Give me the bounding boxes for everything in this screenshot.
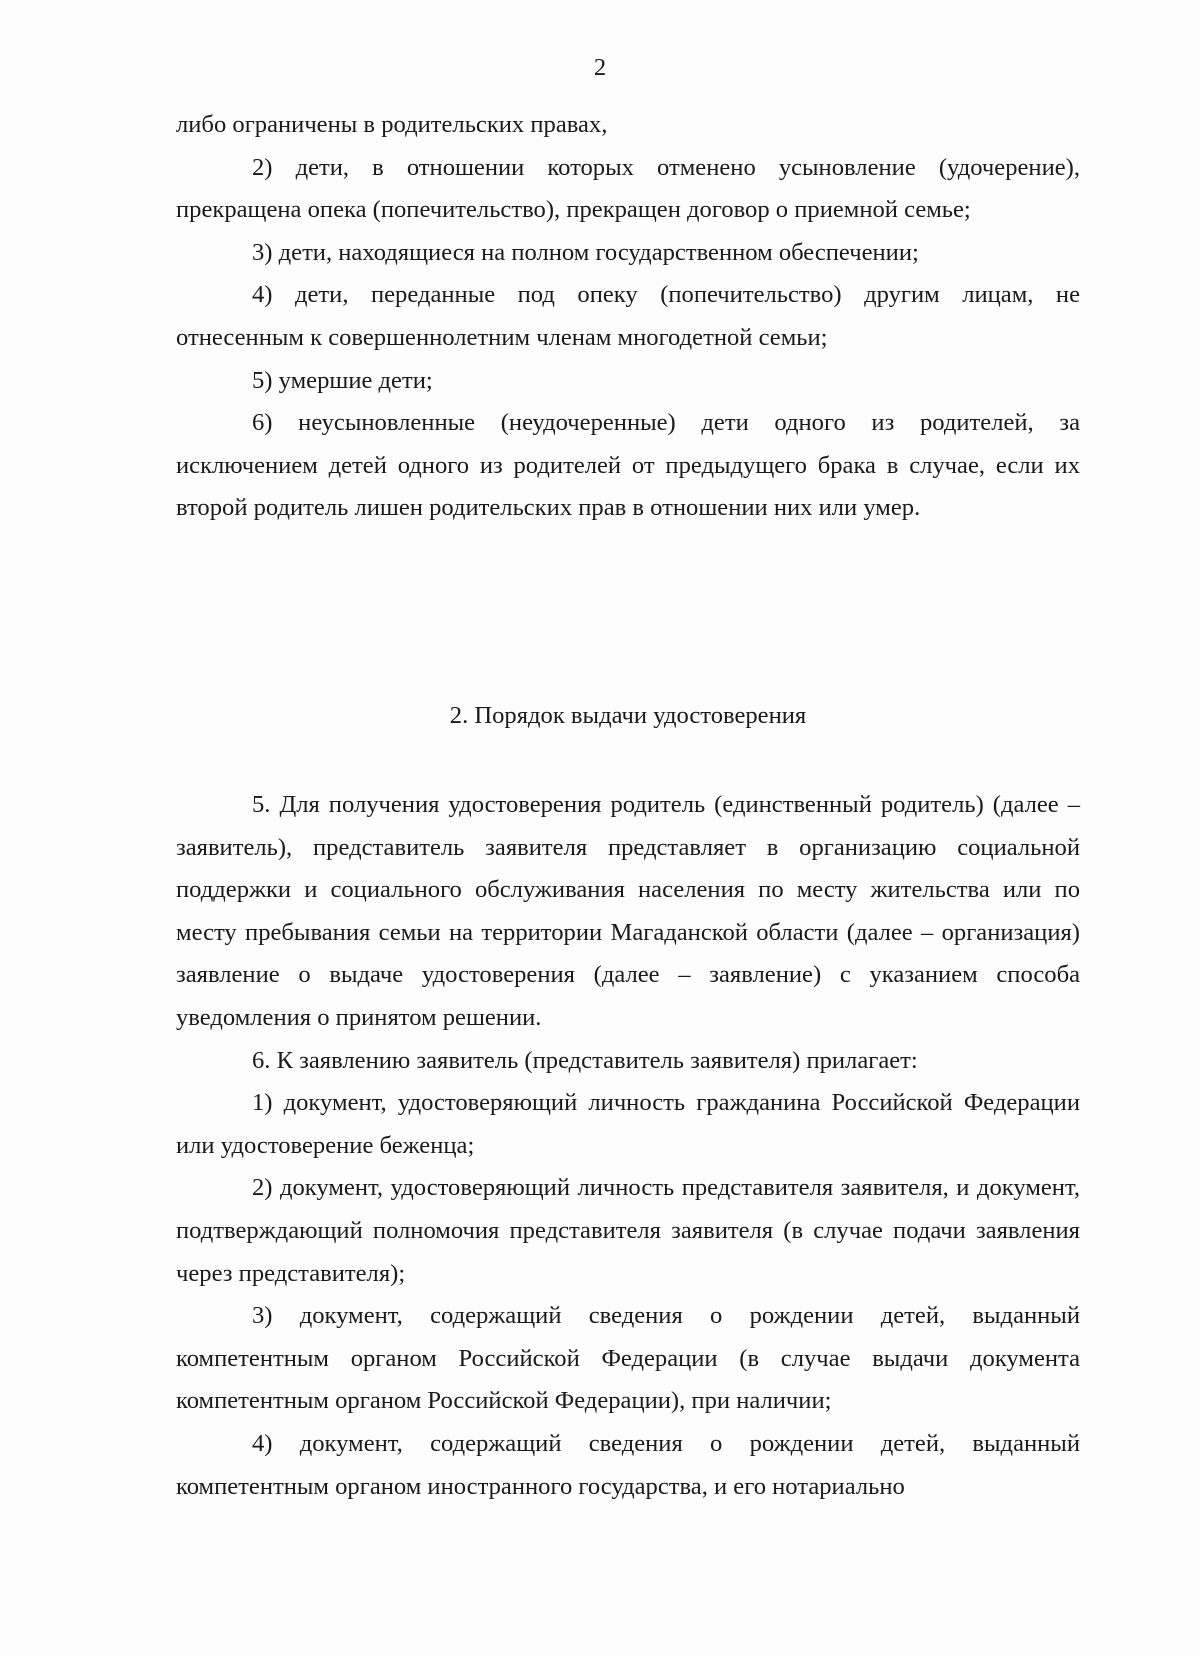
paragraph-item-2: 2) дети, в отношении которых отменено усыновление (удочерение), прекращена опека (попечительство), прекращен договор о приемной семье;: [176, 153, 1080, 224]
paragraph-item-6: 6) неусыновленные (неудочеренные) дети одного из родителей, за исключением детей одного из родителей от предыдущего брака в случае, если их второй родитель лишен родительских прав в отношении них или умер.: [176, 409, 1080, 522]
paragraph-continuation: либо ограничены в родительских правах,: [176, 111, 608, 138]
paragraph-item-4: 4) дети, переданные под опеку (попечительство) другим лицам, не отнесенным к совершеннолетним членам многодетной семьи;: [176, 281, 1080, 351]
paragraph-doc-2: 2) документ, удостоверяющий личность представителя заявителя, и документ, подтверждающий полномочия представителя заявителя (в случае подачи заявления через представителя);: [176, 1174, 1080, 1287]
section-heading: 2. Порядок выдачи удостоверения: [449, 702, 807, 729]
paragraph-item-3: 3) дети, находящиеся на полном государственном обеспечении;: [252, 238, 919, 266]
paragraph-clause-5: 5. Для получения удостоверения родитель (единственный родитель) (далее – заявитель), представитель заявителя представляет в организацию социальной поддержки и социального обслуживания населения по месту жительства или по месту пребывания семьи на территории Магаданской области (далее – организация) заявление о выдаче удостоверения (далее – заявление) с указанием способа уведомления о принятом решении.: [176, 791, 1080, 1031]
paragraph-clause-6: 6. К заявлению заявитель (представитель заявителя) прилагает:: [252, 1046, 918, 1074]
paragraph-item-5: 5) умершие дети;: [252, 366, 433, 394]
section-body: [176, 784, 1080, 1508]
page-number: 2: [593, 54, 607, 81]
paragraph-doc-3: 3) документ, содержащий сведения о рождении детей, выданный компетентным органом Российской Федерации (в случае выдачи документа компетентным органом Российской Федерации), при наличии;: [176, 1302, 1080, 1415]
paragraph-doc-4: 4) документ, содержащий сведения о рождении детей, выданный компетентным органом иностранного государства, и его нотариально: [176, 1429, 1080, 1500]
paragraph-doc-1: 1) документ, удостоверяющий личность гражданина Российской Федерации или удостоверение беженца;: [176, 1089, 1080, 1159]
list-continuation: [176, 104, 1080, 530]
